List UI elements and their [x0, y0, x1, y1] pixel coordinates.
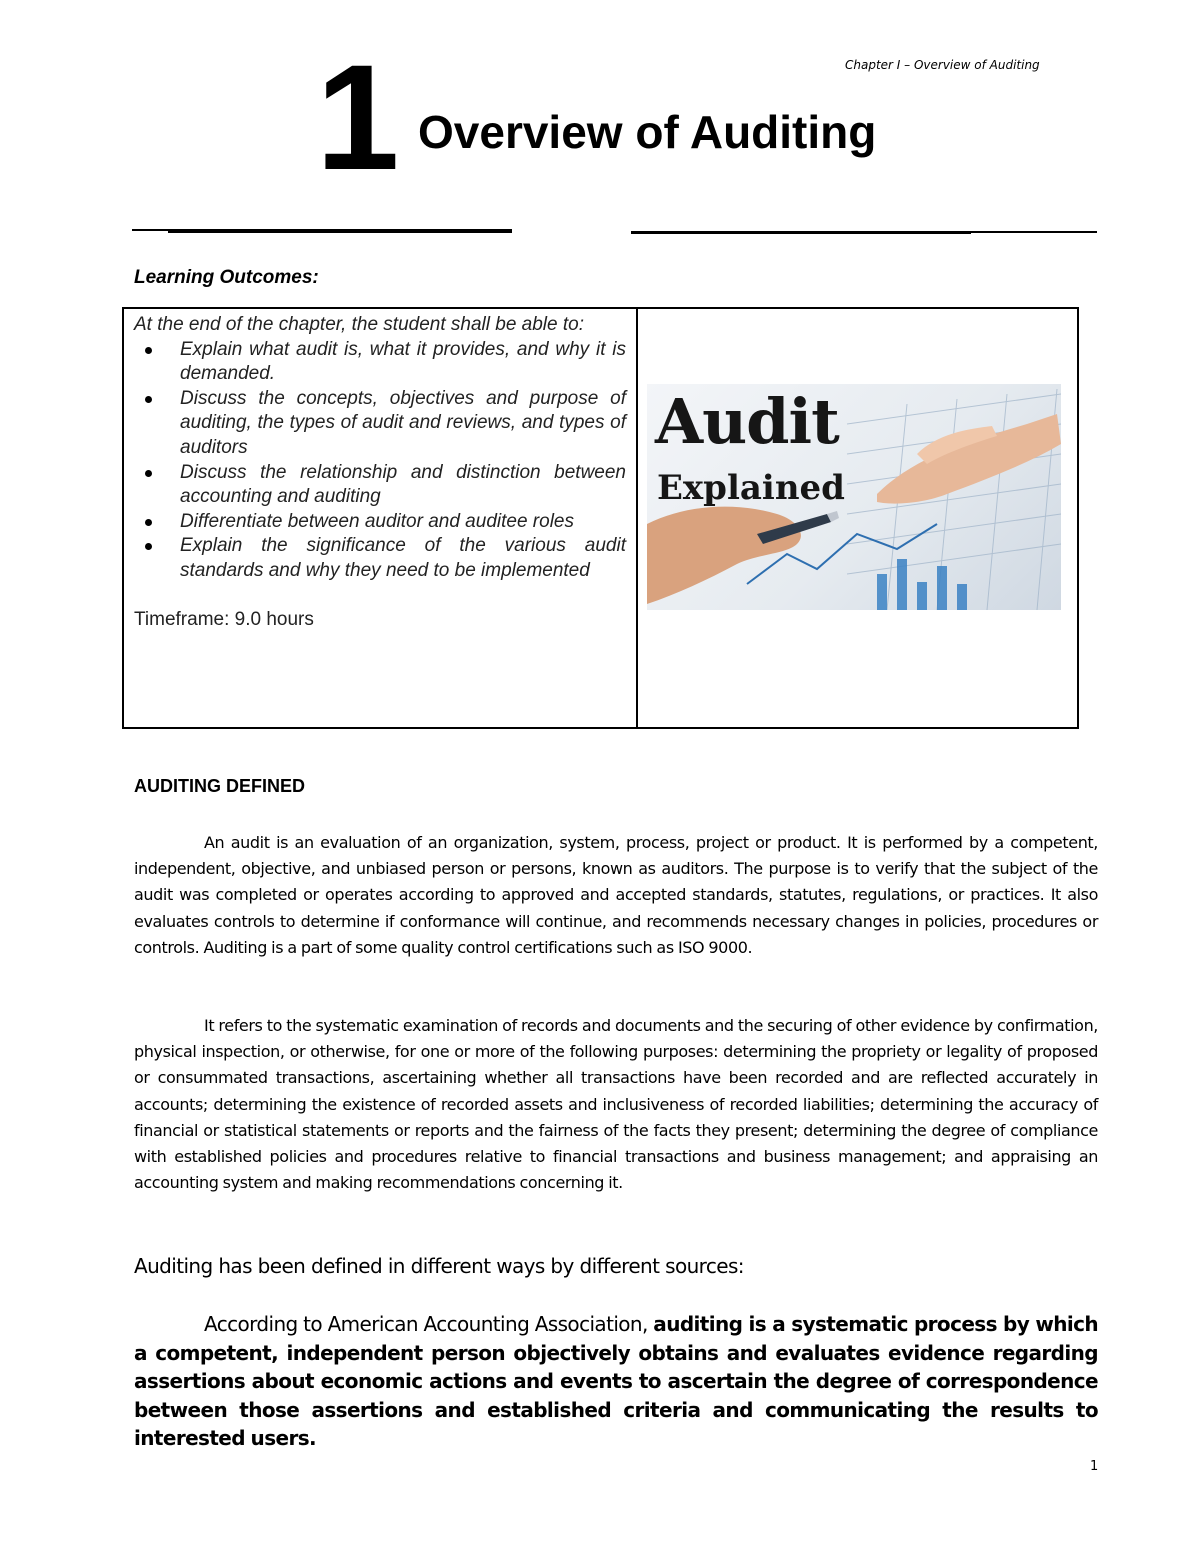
- list-item: [134, 461, 626, 510]
- learning-outcomes-intro: At the end of the chapter, the student shall be able to:: [134, 314, 584, 335]
- paragraph-2: [134, 1013, 1098, 1196]
- bullet-icon: [145, 519, 152, 526]
- paragraph-2-text: It refers to the systematic examination of records and documents and the securing of other evidence by confirmation, physical inspection, or otherwise, for one or more of the following purposes: determining the propriety or legality of proposed or consummated transactions, ascertaining whether all transactions have been recorded and are reflected accurately in accounts; determining the existence of recorded assets and inclusiveness of recorded liabilities; determining the accuracy of financial or statistical statements or reports and the fairness of the facts they present; determining the degree of compliance with established policies and procedures relative to financial transactions and business management; and appraising an accounting system and making recommendations concerning it.: [134, 1016, 1098, 1193]
- bullet-icon: [145, 347, 152, 354]
- learning-outcomes-heading: Learning Outcomes:: [134, 267, 319, 288]
- list-item-text: Explain what audit is, what it provides, and why it is demanded.: [180, 338, 626, 385]
- audit-explained-image: [647, 384, 1061, 610]
- table-divider: [636, 309, 638, 727]
- list-item-text: Differentiate between auditor and auditee roles: [180, 510, 574, 532]
- aaa-prefix: According to American Accounting Association,: [204, 1312, 648, 1336]
- list-item: [134, 387, 626, 461]
- section-heading-auditing-defined: AUDITING DEFINED: [134, 776, 305, 796]
- definitions-heading: Auditing has been defined in different ways by different sources:: [134, 1254, 744, 1278]
- title-rule-right-inner: [631, 233, 971, 234]
- running-header: Chapter I – Overview of Auditing: [845, 58, 1040, 72]
- bullet-icon: [145, 543, 152, 550]
- bullet-icon: [145, 470, 152, 477]
- image-caption-explained: Explained: [657, 468, 845, 508]
- chapter-number: 1: [316, 33, 396, 201]
- list-item-text: Discuss the relationship and distinction between accounting and auditing: [180, 461, 626, 508]
- learning-outcomes-list: [134, 338, 626, 584]
- title-rule-left-inner: [168, 231, 512, 233]
- image-caption-audit: Audit: [655, 385, 839, 458]
- list-item-text: Discuss the concepts, objectives and purpose of auditing, the types of audit and reviews, and types of auditors: [180, 387, 626, 458]
- aaa-definition: [134, 1310, 1098, 1453]
- learning-outcomes-table: [122, 307, 1079, 729]
- list-item-text: Explain the significance of the various audit standards and why they need to be implemented: [180, 535, 626, 581]
- paragraph-1-text: An audit is an evaluation of an organization, system, process, project or product. It is performed by a competent, independent, objective, and unbiased person or persons, known as auditors. The purpose is to verify that the subject of the audit was completed or operates according to approved and accepted standards, statutes, regulations, or practices. It also evaluates controls to determine if conformance will continue, and recommends necessary changes in policies, procedures or controls. Auditing is a part of some quality control certifications such as ISO 9000.: [134, 833, 1098, 957]
- timeframe-text: Timeframe: 9.0 hours: [134, 608, 314, 630]
- bullet-icon: [145, 396, 152, 403]
- chapter-title: Overview of Auditing: [418, 106, 877, 158]
- list-item: [134, 510, 626, 535]
- list-item: [134, 534, 626, 583]
- paragraph-1: [134, 830, 1098, 961]
- page-number: 1: [1090, 1459, 1099, 1474]
- learning-outcomes-cell: [134, 313, 626, 632]
- aaa-body: auditing is a systematic process by which a competent, independent person objectively obtains and evaluates evidence regarding assertions about economic actions and events to ascertain the degree of correspondence between those assertions and established criteria and communicating the results to interested users.: [134, 1312, 1098, 1450]
- list-item: [134, 338, 626, 387]
